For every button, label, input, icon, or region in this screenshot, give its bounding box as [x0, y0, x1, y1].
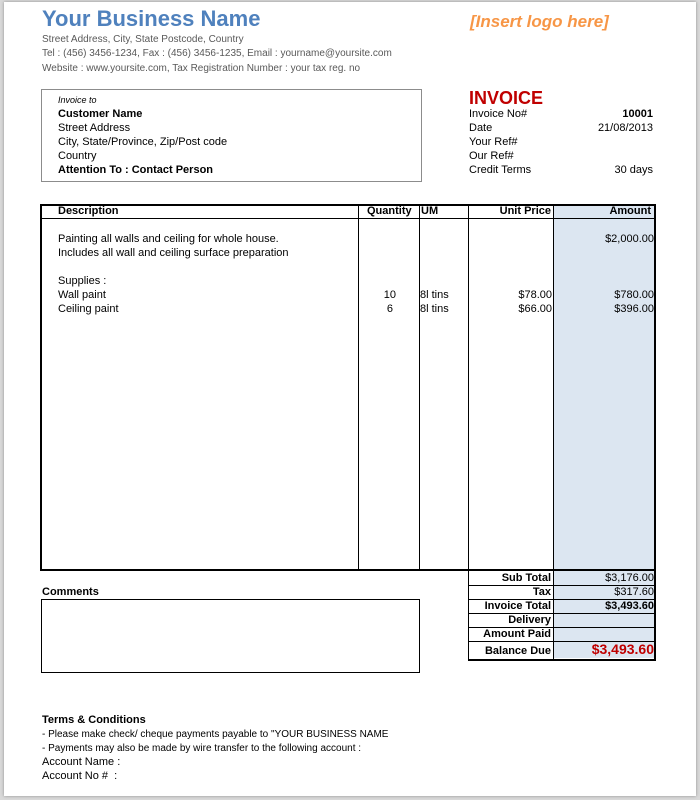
- customer-street: Street Address: [58, 122, 131, 134]
- amount-paid-label: Amount Paid: [483, 628, 551, 640]
- invoice-page: [4, 2, 696, 796]
- credit-terms-label: Credit Terms: [469, 164, 532, 176]
- logo-placeholder: [Insert logo here]: [470, 12, 609, 31]
- table-row-quantity: 10: [383, 289, 396, 301]
- customer-name: Customer Name: [58, 108, 143, 120]
- terms-line: - Please make check/ cheque payments payable to "YOUR BUSINESS NAME: [42, 729, 389, 740]
- table-row-quantity: 6: [386, 303, 393, 315]
- balance-due-value: $3,493.60: [591, 641, 654, 657]
- tax-value: $317.60: [614, 586, 654, 598]
- table-row-description: Ceiling paint: [58, 303, 119, 315]
- table-row-amount: $780.00: [614, 289, 654, 301]
- invoice-to-label: Invoice to: [58, 95, 97, 105]
- date-value: 21/08/2013: [597, 122, 653, 134]
- invoice-title: INVOICE: [469, 88, 544, 108]
- table-row-description: Includes all wall and ceiling surface preparation: [58, 247, 289, 259]
- customer-city: City, State/Province, Zip/Post code: [58, 136, 228, 148]
- invoice-no-label: Invoice No#: [469, 108, 528, 120]
- account-name-label: Account Name :: [42, 756, 121, 768]
- table-row-unit-price: $78.00: [518, 289, 552, 301]
- account-no-label: Account No # :: [42, 770, 118, 782]
- invoice-total-value: $3,493.60: [605, 600, 654, 612]
- date-label: Date: [469, 122, 493, 134]
- subtotal-label: Sub Total: [501, 572, 551, 584]
- table-row-description: Supplies :: [58, 275, 107, 287]
- table-row-unit-price: $66.00: [518, 303, 552, 315]
- table-row-um: 8l tins: [420, 289, 449, 301]
- header-amount: Amount: [609, 205, 651, 217]
- invoice-total-label: Invoice Total: [484, 600, 551, 612]
- credit-terms-value: 30 days: [614, 164, 653, 176]
- header-quantity: Quantity: [367, 205, 412, 217]
- subtotal-value: $3,176.00: [605, 572, 654, 584]
- header-um: UM: [421, 205, 439, 217]
- comments-box[interactable]: [41, 599, 420, 673]
- table-row-description: Painting all walls and ceiling for whole house.: [58, 233, 279, 245]
- invoice-no-value: 10001: [622, 108, 653, 120]
- your-ref-label: Your Ref#: [469, 136, 518, 148]
- header-unit-price: Unit Price: [499, 205, 551, 217]
- business-address: Street Address, City, State Postcode, Country: [42, 34, 244, 45]
- customer-attention: Attention To : Contact Person: [58, 164, 214, 176]
- table-row-um: 8l tins: [420, 303, 449, 315]
- comments-label: Comments: [42, 586, 99, 598]
- terms-line: - Payments may also be made by wire transfer to the following account :: [42, 743, 362, 754]
- business-name: Your Business Name: [42, 6, 261, 31]
- table-row-amount: $2,000.00: [605, 233, 654, 245]
- table-row-description: Wall paint: [58, 289, 106, 301]
- business-contact: Tel : (456) 3456-1234, Fax : (456) 3456-1235, Email : yourname@yoursite.com: [42, 48, 392, 59]
- our-ref-label: Our Ref#: [469, 150, 514, 162]
- table-row-amount: $396.00: [614, 303, 654, 315]
- business-website: Website : www.yoursite.com, Tax Registration Number : your tax reg. no: [42, 63, 361, 74]
- header-description: Description: [58, 205, 119, 217]
- tax-label: Tax: [532, 586, 551, 598]
- terms-title: Terms & Conditions: [42, 714, 146, 726]
- delivery-label: Delivery: [508, 614, 551, 626]
- customer-country: Country: [58, 150, 97, 162]
- balance-due-label: Balance Due: [484, 645, 551, 657]
- amount-column-shade: [553, 205, 655, 570]
